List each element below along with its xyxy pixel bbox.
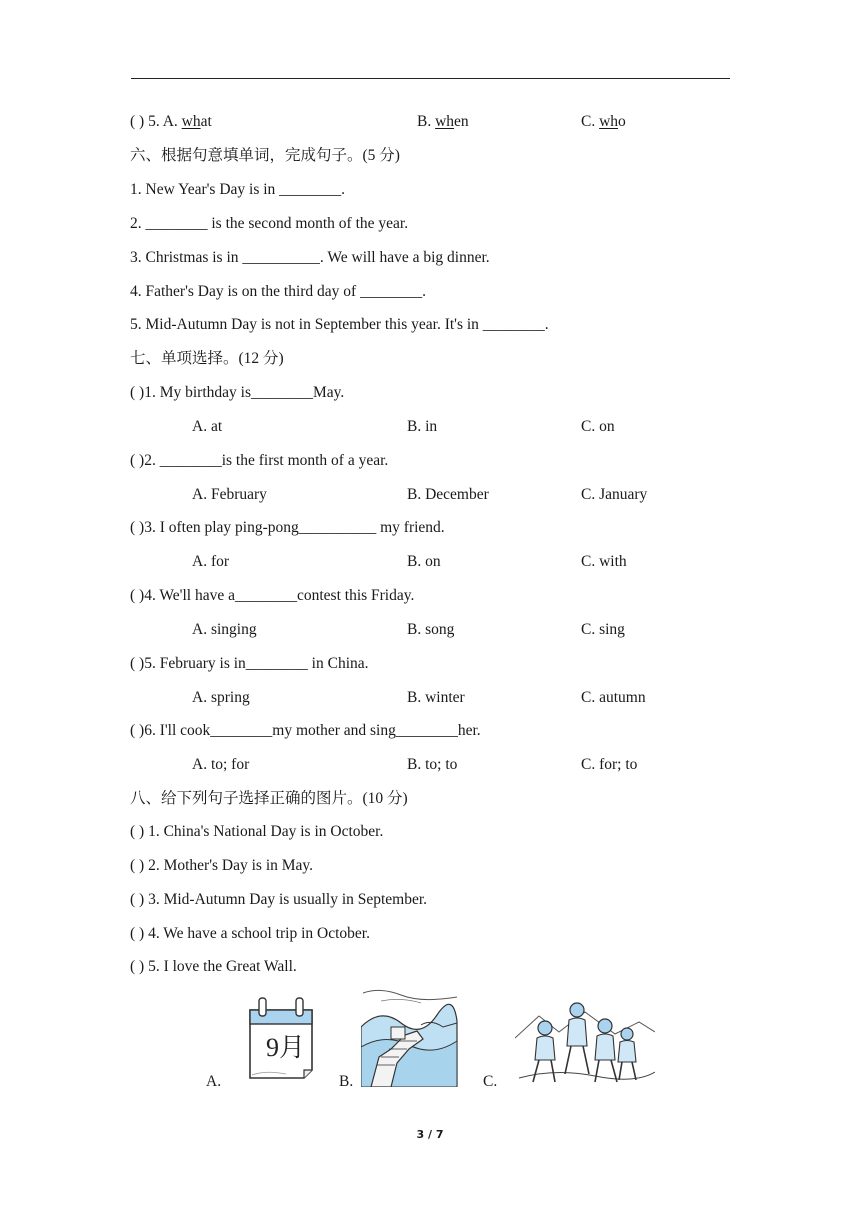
mc-option-a: A. at — [192, 418, 223, 435]
fill-item: 4. Father's Day is on the third day of ________. — [130, 283, 426, 300]
mc-question-stem: ( )4. We'll have a________contest this Friday. — [130, 587, 415, 604]
option-b-prefix: B. — [417, 113, 436, 130]
section-6-heading: 六、根据句意填单词，完成句子。(5 分) — [130, 147, 400, 164]
school-trip-picture — [515, 998, 655, 1093]
mc-option-a: A. singing — [192, 621, 257, 638]
mc-option-c: C. sing — [581, 621, 625, 638]
question-5-phonics — [130, 112, 212, 132]
mc-option-c: C. on — [581, 418, 615, 435]
great-wall-picture — [361, 987, 459, 1092]
mc-option-b: B. in — [407, 418, 438, 435]
mc-option-b: B. to; to — [407, 756, 458, 773]
picture-c-label: C. — [483, 1073, 498, 1090]
fill-item: 1. New Year's Day is in ________. — [130, 181, 346, 198]
match-item: ( ) 4. We have a school trip in October. — [130, 925, 370, 942]
option-b-rest: en — [454, 113, 469, 130]
calendar-icon — [246, 996, 316, 1080]
section-8-heading: 八、给下列句子选择正确的图片。(10 分) — [130, 790, 408, 807]
page-number: 3 / 7 — [416, 1128, 444, 1141]
mc-question-stem: ( )5. February is in________ in China. — [130, 655, 369, 672]
mc-option-b: B. on — [407, 553, 441, 570]
section-7-heading: 七、单项选择。(12 分) — [130, 350, 284, 367]
calendar-month-text: 9月 — [266, 1033, 306, 1062]
mc-option-a: A. February — [192, 486, 267, 503]
question-stem: ( ) 5. A. — [130, 113, 182, 130]
picture-b-label: B. — [339, 1073, 354, 1090]
mc-question-stem: ( )3. I often play ping-pong__________ my friend. — [130, 519, 445, 536]
option-a-rest: at — [200, 113, 212, 130]
match-item: ( ) 5. I love the Great Wall. — [130, 958, 297, 975]
fill-item: 5. Mid-Autumn Day is not in September this year. It's in ________. — [130, 316, 549, 333]
mc-option-a: A. to; for — [192, 756, 250, 773]
picture-a-label: A. — [206, 1073, 222, 1090]
mc-option-c: C. for; to — [581, 756, 638, 773]
match-item: ( ) 3. Mid-Autumn Day is usually in September. — [130, 891, 428, 908]
fill-item: 2. ________ is the second month of the year. — [130, 215, 409, 232]
option-b — [417, 112, 469, 132]
mc-option-c: C. with — [581, 553, 627, 570]
option-b-underlined: wh — [435, 113, 455, 130]
fill-item: 3. Christmas is in __________. We will have a big dinner. — [130, 249, 490, 266]
option-c — [581, 112, 626, 132]
mc-option-c: C. autumn — [581, 689, 646, 706]
mc-option-c: C. January — [581, 486, 648, 503]
mc-option-a: A. spring — [192, 689, 250, 706]
option-c-prefix: C. — [581, 113, 600, 130]
mc-option-b: B. song — [407, 621, 455, 638]
mc-question-stem: ( )1. My birthday is________May. — [130, 384, 345, 401]
header-rule — [131, 78, 730, 79]
mc-option-a: A. for — [192, 553, 230, 570]
option-c-rest: o — [618, 113, 626, 130]
mc-option-b: B. winter — [407, 689, 465, 706]
match-item: ( ) 2. Mother's Day is in May. — [130, 857, 314, 874]
calendar-picture — [246, 996, 316, 1085]
mc-question-stem: ( )6. I'll cook________my mother and sing________her. — [130, 722, 481, 739]
mc-option-b: B. December — [407, 486, 489, 503]
great-wall-icon — [361, 987, 459, 1087]
mc-question-stem: ( )2. ________is the first month of a year. — [130, 452, 389, 469]
option-a-underlined: wh — [181, 113, 201, 130]
match-item: ( ) 1. China's National Day is in October. — [130, 823, 384, 840]
option-c-underlined: wh — [599, 113, 619, 130]
hikers-icon — [515, 998, 655, 1088]
